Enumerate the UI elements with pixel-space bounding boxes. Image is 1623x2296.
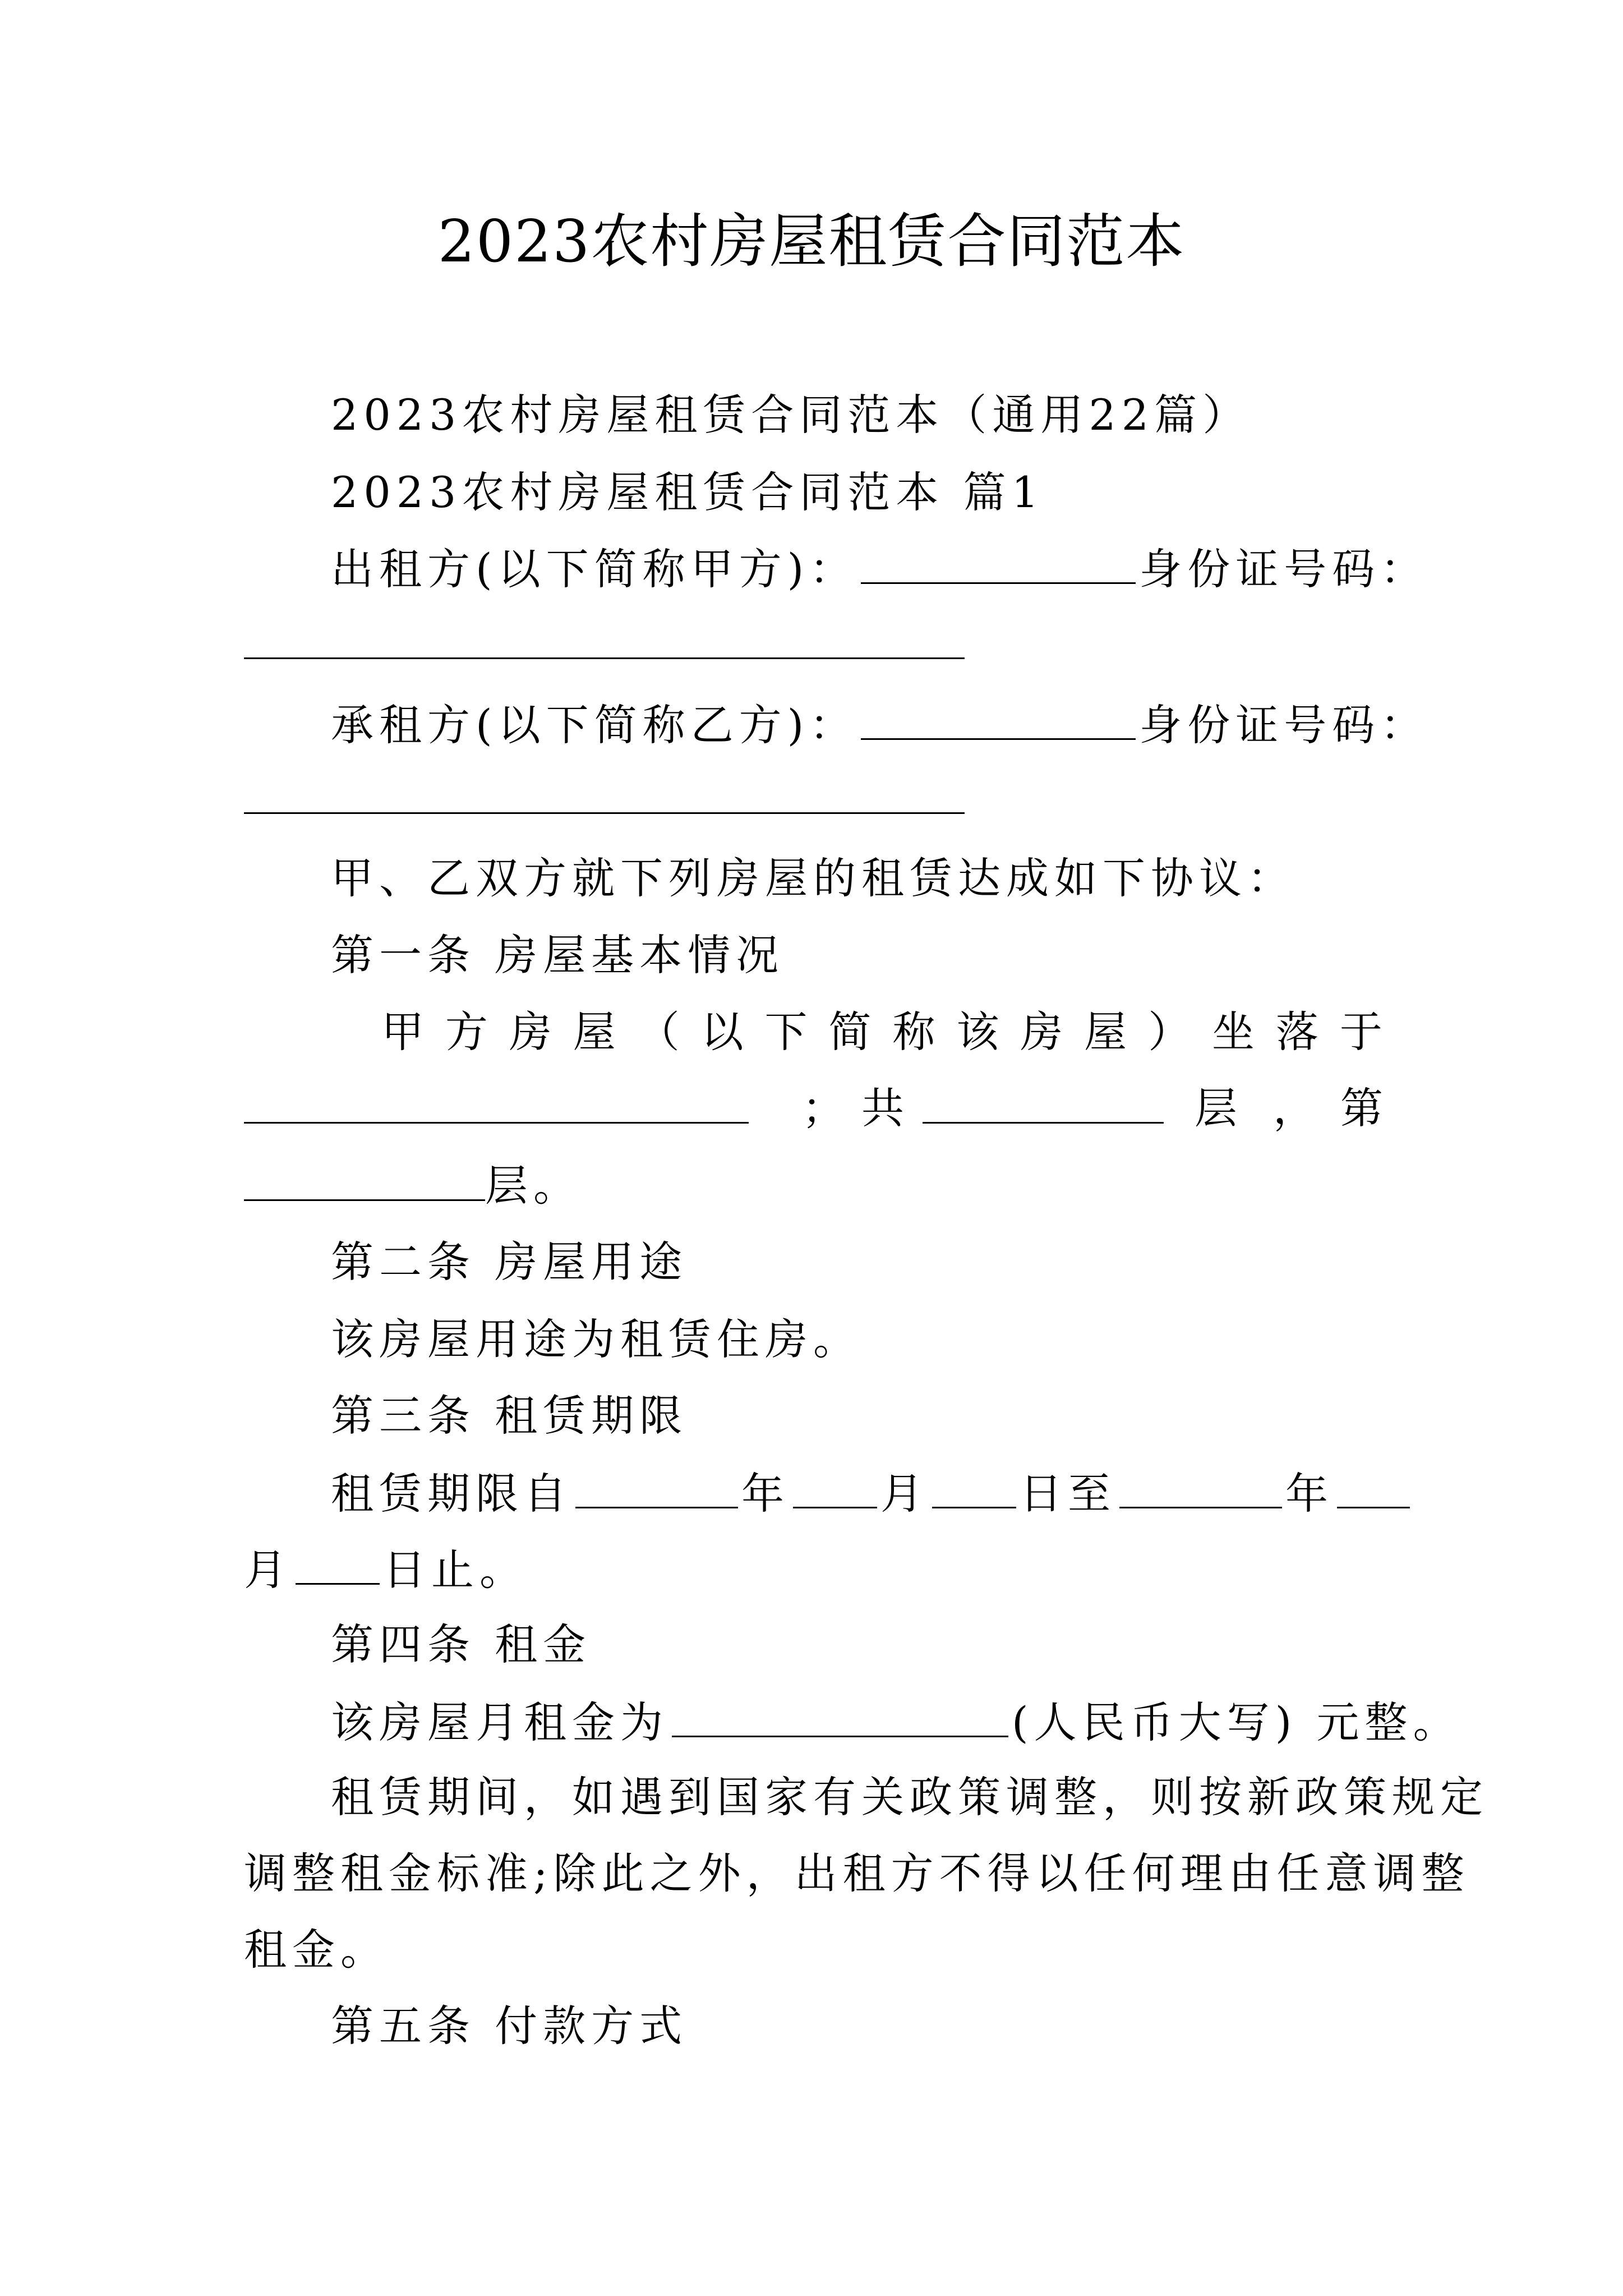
part-heading: 2023农村房屋租赁合同范本 篇1 xyxy=(331,467,1044,517)
lessee-line xyxy=(331,696,1428,753)
char: 以 xyxy=(700,1007,744,1057)
comma: ， xyxy=(1273,1083,1321,1133)
end-year-blank[interactable] xyxy=(1119,1464,1282,1508)
total-floors-blank[interactable] xyxy=(923,1122,1164,1124)
floor-number-blank[interactable] xyxy=(244,1199,485,1201)
month-label: 月 xyxy=(880,1469,929,1519)
char: 下 xyxy=(764,1007,808,1057)
rent-amount-blank[interactable] xyxy=(672,1693,1008,1737)
char: 称 xyxy=(892,1007,935,1057)
di-label: 第 xyxy=(1340,1083,1389,1133)
article-1-title: 第一条 房屋基本情况 xyxy=(331,930,785,980)
rent-policy-line-1: 租赁期间，如遇到国家有关政策调整，则按新政策规定 xyxy=(331,1772,1488,1822)
article-2-title: 第二条 房屋用途 xyxy=(331,1237,688,1287)
term-from-label: 租赁期限自 xyxy=(331,1469,572,1519)
char: 方 xyxy=(445,1007,488,1057)
agreement-text: 甲、乙双方就下列房屋的租赁达成如下协议： xyxy=(331,853,1295,903)
lessor-label: 出租方(以下简称甲方)： xyxy=(331,544,858,594)
document-title: 2023农村房屋租赁合同范本 xyxy=(437,207,1186,275)
term-end-label: 日止。 xyxy=(383,1545,528,1595)
lessor-name-blank[interactable] xyxy=(861,540,1136,584)
char: 落 xyxy=(1275,1007,1318,1057)
char: 于 xyxy=(1339,1007,1382,1057)
char: 房 xyxy=(1020,1007,1063,1057)
article-4-title: 第四条 租金 xyxy=(331,1619,592,1669)
char: 该 xyxy=(956,1007,999,1057)
article-3-title: 第三条 租赁期限 xyxy=(331,1391,688,1441)
article-5-title: 第五条 付款方式 xyxy=(331,2001,688,2051)
rent-label: 该房屋月租金为 xyxy=(331,1697,668,1747)
char: 简 xyxy=(828,1007,872,1057)
lessor-id-blank[interactable] xyxy=(244,657,965,659)
char: 屋 xyxy=(1084,1007,1127,1057)
rent-policy-line-2: 调整租金标准;除此之外，出租方不得以任何理由任意调整 xyxy=(244,1848,1470,1898)
lease-term-line-2 xyxy=(244,1540,528,1598)
floor-end: 层。 xyxy=(485,1161,582,1211)
rent-unit-label: (人民币大写) 元整。 xyxy=(1012,1697,1461,1747)
end-day-blank[interactable] xyxy=(296,1540,380,1585)
lessee-id-label: 身份证号码： xyxy=(1139,700,1429,750)
article-2-text: 该房屋用途为租赁住房。 xyxy=(331,1314,861,1364)
char: ） xyxy=(1148,1007,1191,1057)
char: （ xyxy=(637,1007,680,1057)
start-day-blank[interactable] xyxy=(932,1464,1016,1508)
house-location-blank[interactable] xyxy=(244,1122,749,1124)
year-label: 年 xyxy=(741,1469,790,1519)
char: 房 xyxy=(509,1007,552,1057)
day-to-label: 日至 xyxy=(1020,1469,1116,1519)
floor-label: 层 xyxy=(1195,1083,1243,1133)
lessor-id-label: 身份证号码： xyxy=(1139,544,1429,594)
year-label: 年 xyxy=(1285,1469,1334,1519)
month-label: 月 xyxy=(244,1545,292,1595)
char: 坐 xyxy=(1211,1007,1255,1057)
lease-term-line-1 xyxy=(331,1464,1413,1522)
lessee-name-blank[interactable] xyxy=(861,696,1136,740)
rent-policy-line-3: 租金。 xyxy=(244,1925,389,1975)
end-month-blank[interactable] xyxy=(1337,1464,1410,1508)
start-month-blank[interactable] xyxy=(793,1464,877,1508)
char: 屋 xyxy=(573,1007,616,1057)
document-subtitle: 2023农村房屋租赁合同范本（通用22篇） xyxy=(331,390,1251,440)
char: 甲 xyxy=(381,1007,424,1057)
total-label: ；共 xyxy=(802,1083,921,1133)
article-1-line-1 xyxy=(381,1004,1382,1060)
lessee-id-blank[interactable] xyxy=(244,812,965,814)
rent-line xyxy=(331,1693,1461,1751)
lessor-line xyxy=(331,540,1428,597)
lessee-label: 承租方(以下简称乙方)： xyxy=(331,700,858,750)
start-year-blank[interactable] xyxy=(575,1464,738,1508)
